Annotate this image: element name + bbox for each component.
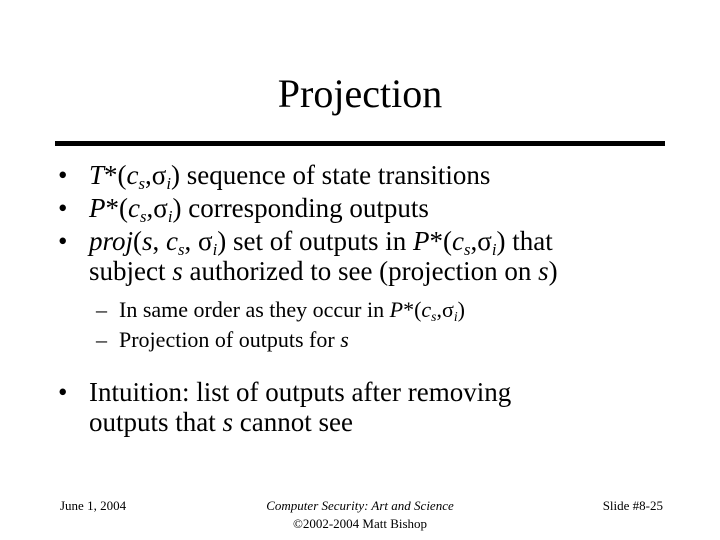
symbol: s xyxy=(142,226,153,256)
dash-marker: – xyxy=(96,327,107,352)
symbol: c xyxy=(126,160,139,190)
bullet-item xyxy=(58,193,688,227)
subscript: i xyxy=(453,309,458,325)
bullet-text: corresponding outputs xyxy=(181,193,429,223)
subscript: s xyxy=(139,207,147,227)
bullet-text: set of outputs in xyxy=(226,226,413,256)
bullet-item xyxy=(58,377,688,437)
symbol: s xyxy=(172,256,183,286)
sub-bullet-item xyxy=(58,295,688,325)
bullet-text: cannot see xyxy=(233,407,353,437)
symbol: proj xyxy=(89,226,134,256)
text: *( xyxy=(104,160,127,190)
bullet-text: outputs that xyxy=(89,407,223,437)
text: ) xyxy=(171,160,180,190)
text: *( xyxy=(403,297,422,322)
text: ) xyxy=(548,256,558,286)
text: *( xyxy=(429,226,452,256)
symbol: σ xyxy=(153,193,168,223)
symbol: s xyxy=(538,256,549,286)
symbol: s xyxy=(340,327,349,352)
symbol: σ xyxy=(477,226,492,256)
text: ) xyxy=(457,297,465,322)
bullet-item xyxy=(58,160,688,194)
bullet-list xyxy=(58,160,688,440)
bullet-text: that xyxy=(505,226,553,256)
symbol: P xyxy=(389,297,404,322)
sub-bullet-item xyxy=(58,325,688,355)
bullet-marker: • xyxy=(58,160,68,190)
sub-bullet-text: In same order as they occur in xyxy=(119,297,390,322)
symbol: c xyxy=(452,226,464,256)
text: ) xyxy=(496,226,506,256)
symbol: c xyxy=(421,297,432,322)
symbol: c xyxy=(166,226,179,256)
subscript: i xyxy=(166,174,171,194)
bullet-marker: • xyxy=(58,193,68,223)
text: , xyxy=(470,226,478,256)
symbol: P xyxy=(89,193,106,223)
symbol: P xyxy=(413,226,430,256)
footer-slide-number: Slide #8-25 xyxy=(602,498,663,513)
text: *( xyxy=(105,193,128,223)
text: ) xyxy=(172,193,182,223)
dash-marker: – xyxy=(96,297,107,322)
bullet-text: sequence of state transitions xyxy=(180,160,491,190)
footer-copyright: ©2002-2004 Matt Bishop xyxy=(292,516,428,531)
bullet-text: authorized to see (projection on xyxy=(182,256,539,286)
sub-bullet-text: Projection of outputs for xyxy=(119,327,341,352)
subscript: s xyxy=(138,174,146,194)
symbol: σ xyxy=(198,226,213,256)
footer-date: June 1, 2004 xyxy=(60,498,127,513)
subscript: i xyxy=(212,240,218,260)
bullet-marker: • xyxy=(58,226,68,256)
subscript: i xyxy=(491,240,497,260)
symbol: s xyxy=(222,407,234,437)
text: ) xyxy=(217,226,227,256)
symbol: σ xyxy=(151,160,167,190)
text: , xyxy=(145,160,152,190)
subscript: s xyxy=(431,309,437,325)
page-title: Projection xyxy=(277,71,443,116)
bullet-text: subject xyxy=(89,256,173,286)
text: ( xyxy=(133,226,143,256)
footer-course-title: Computer Security: Art and Science xyxy=(266,498,454,513)
subscript: s xyxy=(463,240,471,260)
bullet-marker: • xyxy=(58,377,68,407)
text: , xyxy=(146,193,154,223)
symbol: σ xyxy=(441,297,454,322)
title-divider xyxy=(55,141,665,146)
bullet-text: Intuition: list of outputs after removing xyxy=(89,377,512,407)
subscript: s xyxy=(178,240,185,260)
bullet-item xyxy=(58,226,688,286)
text: , xyxy=(436,297,442,322)
symbol: T xyxy=(89,160,105,190)
symbol: c xyxy=(128,193,140,223)
subscript: i xyxy=(167,207,173,227)
text: , xyxy=(152,226,167,256)
text: , xyxy=(184,226,199,256)
